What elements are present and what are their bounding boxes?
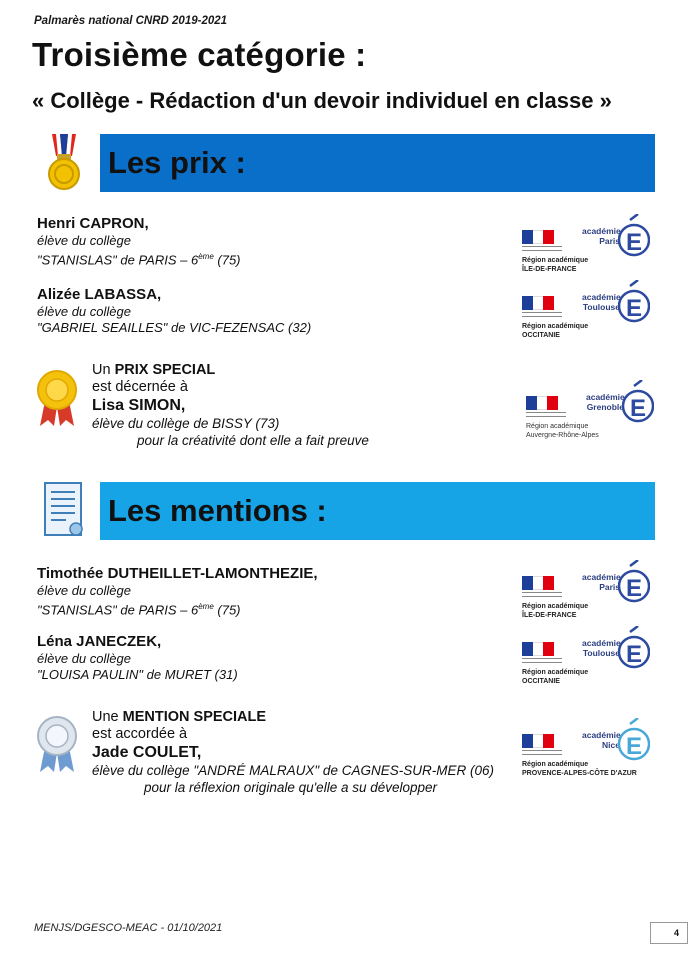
document-header-line: Palmarès national CNRD 2019-2021 — [34, 15, 228, 27]
academie-e-icon — [618, 214, 650, 258]
mention-speciale: Une MENTION SPECIALE est accordée à Jade COULET, élève du collège "ANDRÉ MALRAUX" de CAGNES-SUR-MER (06) pour la réflexion originale qu'elle a su développer — [92, 709, 494, 795]
svg-text:E: E — [630, 395, 647, 422]
academie-logo-paris: académie Paris E Région académique ÎLE-DE-FRANCE — [520, 558, 652, 620]
prix-heading: Les prix : — [108, 145, 246, 180]
footer-reference: MENJS/DGESCO-MEAC - 01/10/2021 — [34, 922, 223, 934]
academie-e-icon — [618, 626, 650, 670]
svg-text:E: E — [626, 229, 643, 256]
prix-special: Un PRIX SPECIAL est décernée à Lisa SIMON, élève du collège de BISSY (73) pour la créativité dont elle a fait preuve — [92, 362, 369, 448]
svg-text:E: E — [626, 733, 643, 760]
mentions-banner — [100, 482, 655, 540]
academie-e-icon — [618, 280, 650, 324]
french-flag-icon — [526, 396, 558, 410]
academie-e-icon — [618, 718, 650, 762]
gold-medal-icon — [46, 134, 82, 197]
silver-rosette-icon — [36, 716, 78, 779]
french-flag-icon — [522, 734, 554, 748]
page-subtitle: « Collège - Rédaction d'un devoir individuel en classe » — [32, 88, 612, 113]
french-flag-icon — [522, 296, 554, 310]
french-flag-icon — [522, 576, 554, 590]
prix-laureate-1 — [37, 214, 241, 268]
gold-rosette-icon — [36, 370, 78, 433]
prix-laureate-2 — [37, 285, 311, 336]
page-number: 4 — [650, 922, 688, 944]
laureate-school: "GABRIEL SEAILLES" de VIC-FEZENSAC (32) — [37, 320, 312, 335]
page-title: Troisième catégorie : — [32, 36, 367, 73]
academie-logo-paris: académie Paris E Région académique ÎLE-DE-FRANCE — [520, 212, 652, 274]
mention-laureate-2 — [37, 632, 238, 683]
laureate-line: élève du collège — [37, 304, 131, 319]
french-flag-icon — [522, 642, 554, 656]
laureate-name: Jade COULET, — [92, 744, 202, 761]
svg-text:E: E — [626, 295, 643, 322]
laureate-name: Timothée DUTHEILLET-LAMONTHEZIE, — [37, 565, 318, 582]
svg-text:E: E — [626, 575, 643, 602]
laureate-name: Lisa SIMON, — [92, 397, 186, 414]
academie-logo-toulouse: académie Toulouse E Région académique OCCITANIE — [520, 624, 652, 686]
laureate-name: Alizée LABASSA, — [37, 286, 162, 303]
academie-logo-toulouse: académie Toulouse E Région académique OCCITANIE — [520, 278, 652, 340]
french-flag-icon — [522, 230, 554, 244]
laureate-line: élève du collège — [37, 583, 131, 598]
laureate-line: élève du collège — [37, 233, 131, 248]
laureate-school: "STANISLAS" de PARIS – 6ème (75) — [37, 252, 241, 268]
academie-e-icon — [618, 560, 650, 604]
svg-text:E: E — [626, 641, 643, 668]
laureate-school: "LOUISA PAULIN" de MURET (31) — [37, 667, 238, 682]
laureate-school: "STANISLAS" de PARIS – 6ème (75) — [37, 602, 241, 618]
academie-e-icon — [622, 380, 654, 424]
laureate-line: élève du collège — [37, 651, 131, 666]
mentions-heading: Les mentions : — [108, 493, 327, 528]
mention-laureate-1 — [37, 564, 318, 618]
laureate-name: Henri CAPRON, — [37, 215, 149, 232]
prix-banner — [100, 134, 655, 192]
laureate-name: Léna JANECZEK, — [37, 633, 162, 650]
academie-logo-nice: académie Nice E Région académique PROVENCE-ALPES-CÔTE D'AZUR — [520, 716, 652, 778]
certificate-icon — [44, 482, 84, 545]
academie-logo-grenoble: académie Grenoble E Région académique Auvergne-Rhône-Alpes — [524, 378, 656, 440]
